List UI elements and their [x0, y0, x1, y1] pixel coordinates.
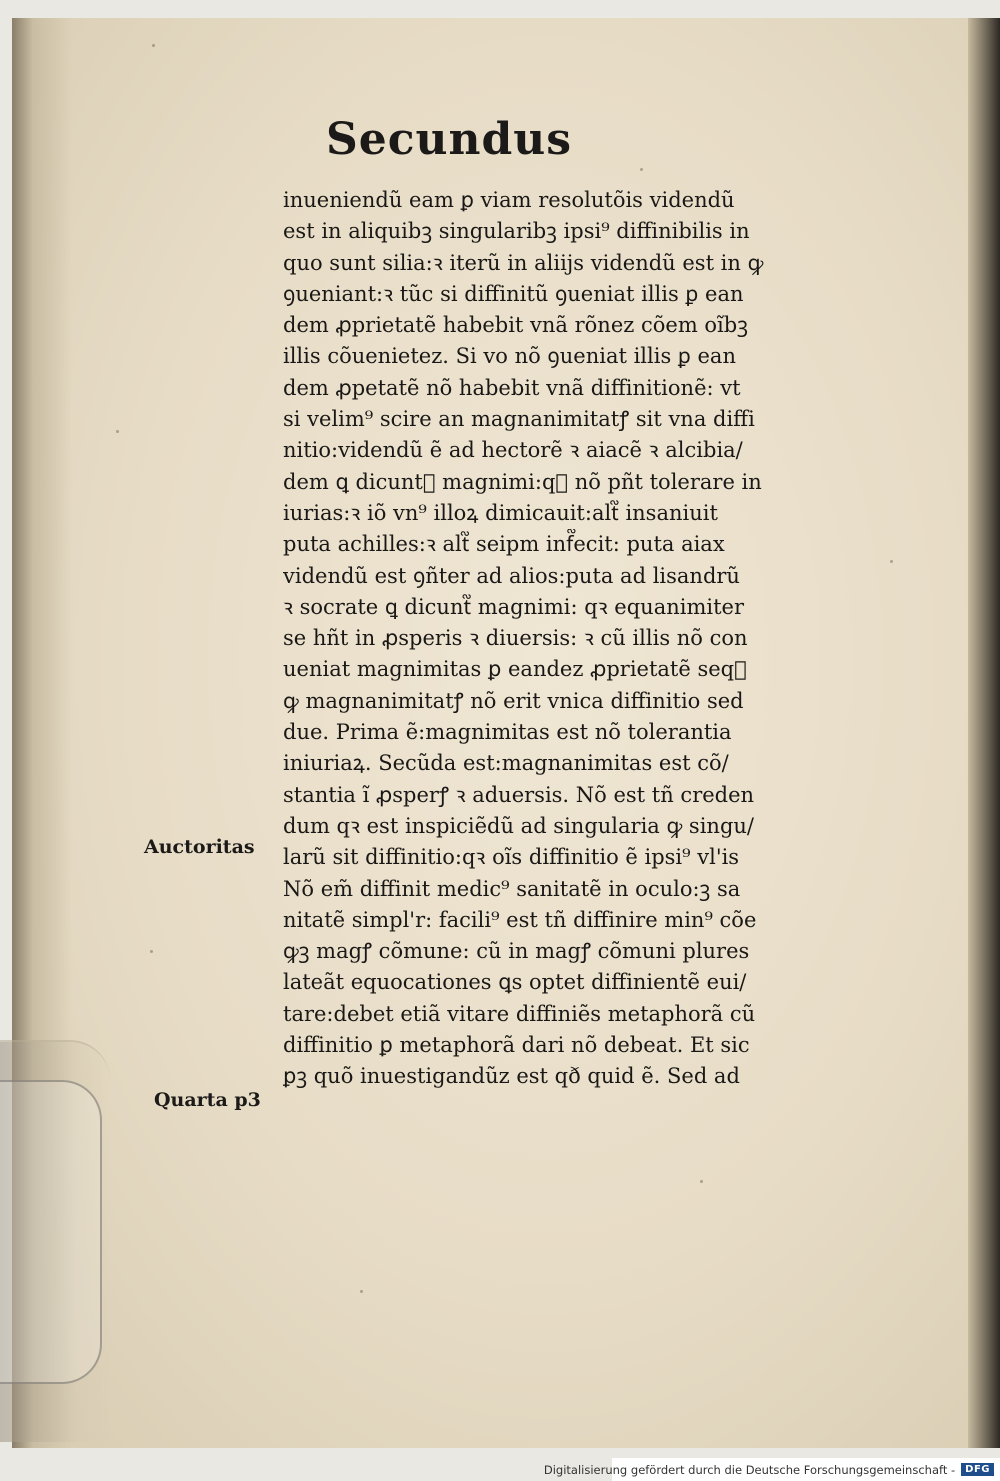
text-line: due. Prima ẽ:magnimitas est nõ tolerantia [283, 720, 732, 745]
text-line: diffinitio ꝑ metaphorã dari nõ debeat. Et sic [283, 1033, 750, 1058]
text-line: dem ꝗ dicunt᷑ magnimi:qꝛ nõ pñt tolerare in [283, 469, 762, 494]
running-head: Secundus [326, 114, 573, 165]
text-line: videndũ est ꝯñter ad alios:puta ad lisandrũ [283, 563, 740, 588]
text-line: dum qꝛ est inspiciẽdũ ad singularia ꝙ singu/ [283, 813, 754, 838]
text-line: lateãt equocationes ꝗs optet diffinientẽ eui/ [283, 970, 747, 995]
text-line: dem ꝓpetatẽ nõ habebit vnã diffinitionẽ: vt [283, 375, 741, 400]
text-line: se hñt in ꝓsperis ꝛ diuersis: ꝛ cũ illis nõ con [283, 626, 748, 651]
text-line: quo sunt silia:ꝛ iterũ in aliijs videndũ est in ꝙ [283, 250, 764, 275]
text-line: ueniat magnimitas ꝑ eandez ꝓprietatẽ seq᷑ [283, 657, 747, 682]
text-line: puta achilles:ꝛ alt᷑ seipm inf᷑ecit: puta aiax [283, 532, 725, 557]
text-line: ꝛ socrate ꝗ dicunt᷑ magnimi: qꝛ equanimiter [283, 594, 744, 619]
text-line: si velim⁹ scire an magnanimitatꝭ sit vna diffi [283, 407, 755, 432]
text-line: tare:debet etiã vitare diffiniẽs metaphorã cũ [283, 1001, 756, 1026]
glass-clip [0, 1080, 102, 1384]
text-line: ꝯueniant:ꝛ tũc si diffinitũ ꝯueniat illis ꝑ ean [283, 281, 744, 306]
text-line: ꝑꝫ quõ inuestigandũz est qð quid ẽ. Sed ad [283, 1064, 740, 1089]
text-line: iurias:ꝛ iõ vn⁹ illoꝝ dimicauit:alt᷑ insaniuit [283, 500, 718, 525]
text-line: nitatẽ simpl'r: facili⁹ est tñ diffinire min⁹ cõe [283, 907, 757, 932]
text-line: nitio:videndũ ẽ ad hectorẽ ꝛ aiacẽ ꝛ alcibia/ [283, 438, 743, 463]
text-line: ꝙꝫ magꝭ cõmune: cũ in magꝭ cõmuni plures [283, 939, 750, 964]
text-line: ꝙ magnanimitatꝭ nõ erit vnica diffinitio sed [283, 688, 744, 713]
text-line: stantia ĩ ꝓsperꝭ ꝛ aduersis. Nõ est tñ creden [283, 782, 755, 807]
text-line: Nõ em̃ diffinit medic⁹ sanitatẽ in oculo:ꝫ sa [283, 876, 741, 901]
dfg-logo: DFG [961, 1463, 994, 1476]
body-text [283, 185, 863, 1093]
margin-note-quarta-pars: Quarta p3 [154, 1089, 261, 1111]
text-line: iniuriaꝝ. Secũda est:magnanimitas est cõ/ [283, 751, 729, 776]
text-line: dem ꝓprietatẽ habebit vnã rõnez cõem oĩbꝫ [283, 313, 748, 338]
footer-credit: Digitalisierung gefördert durch die Deutsche Forschungsgemeinschaft - [543, 1462, 956, 1477]
digitization-footer [543, 1458, 1000, 1481]
text-line: larũ sit diffinitio:qꝛ oĩs diffinitio ẽ ipsi⁹ vl'is [283, 845, 740, 870]
margin-note-auctoritas: Auctoritas [144, 836, 255, 858]
page-right-edge [968, 18, 1000, 1448]
text-line: illis cõuenietez. Si vo nõ ꝯueniat illis ꝑ ean [283, 344, 736, 369]
text-line: inueniendũ eam ꝑ viam resolutõis videndũ [283, 188, 735, 212]
text-line: est in aliquibꝫ singularibꝫ ipsi⁹ diffinibilis in [283, 219, 750, 244]
